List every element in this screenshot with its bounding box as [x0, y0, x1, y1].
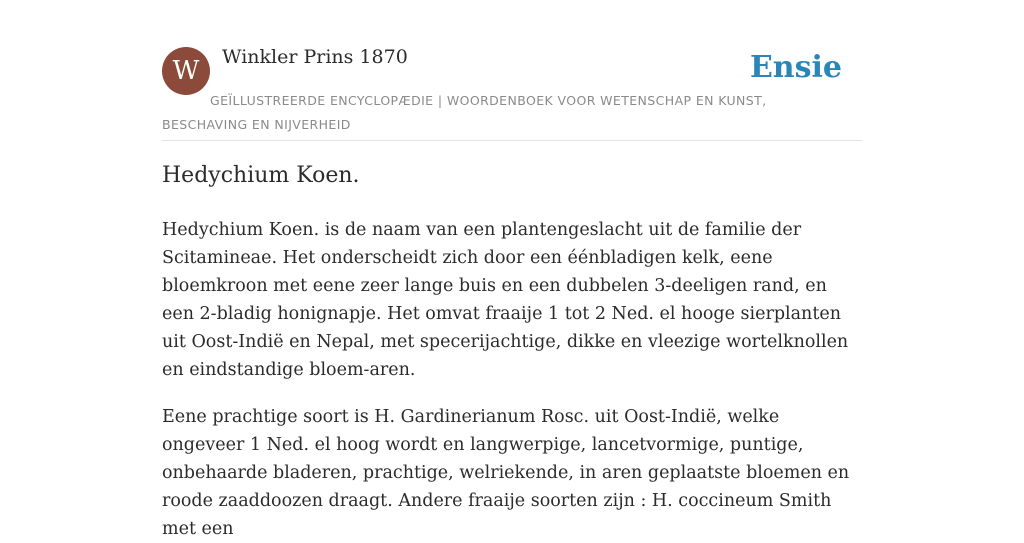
ensie-logo[interactable]: Ensie — [749, 50, 842, 85]
source-title-link[interactable]: Winkler Prins 1870 — [222, 46, 408, 68]
article-paragraph: Eene prachtige soort is H. Gardinerianum Rosc. uit Oost-Indië, welke ongeveer 1 Ned. el hoog wordt en langwerpige, lancetvormige, puntige, onbehaarde bladeren, prachtige, welriekende, in aren geplaatste bloemen en roode zaaddoozen draagt. Andere fraaije soorten zijn : H. coccineum Smith met een — [162, 407, 850, 539]
page-container — [162, 0, 862, 539]
source-header — [162, 0, 862, 141]
source-subtitle: GEÏLLUSTREERDE ENCYCLOPÆDIE | WOORDENBOEK VOOR WETENSCHAP EN KUNST, BESCHAVING EN NIJVERHEID — [162, 93, 767, 132]
article-paragraph: Hedychium Koen. is de naam van een plantengeslacht uit de familie der Scitamineae. Het onderscheidt zich door een éénbladigen kelk, eene bloemkroon met eene zeer lange buis en een dubbelen 3-deeligen rand, en een 2-bladig honignapje. Het omvat fraaije 1 tot 2 Ned. el hooge sierplanten uit Oost-Indië en Nepal, met specerijachtige, dikke en vleezige wortelknollen en eindstandige bloem-aren. — [162, 220, 849, 380]
article-title: Hedychium Koen. — [162, 163, 360, 188]
source-avatar[interactable]: W — [162, 47, 210, 95]
